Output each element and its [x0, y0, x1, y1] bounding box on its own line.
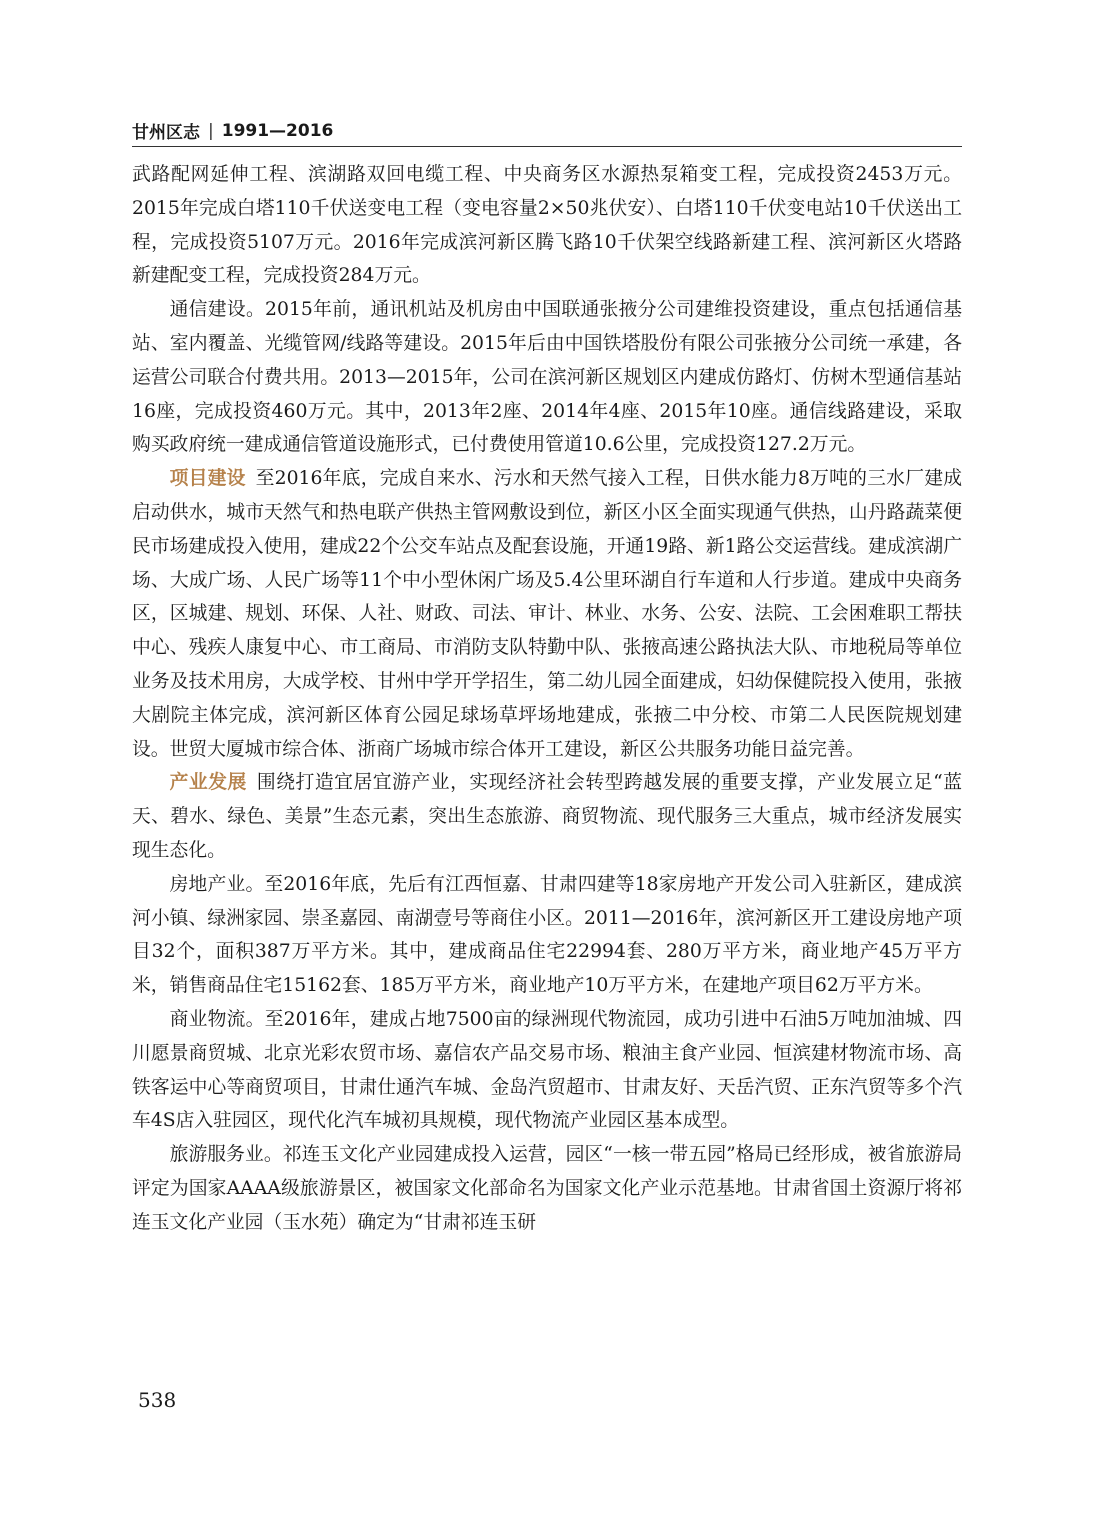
paragraph	[132, 766, 962, 867]
header-separator: |	[208, 120, 214, 141]
header-years: 1991—2016	[221, 120, 334, 141]
paragraph	[132, 462, 962, 766]
paragraph	[132, 293, 962, 462]
paragraph	[132, 1003, 962, 1138]
paragraph	[132, 1138, 962, 1239]
book-title: 甘州区志	[132, 123, 200, 143]
header-rule	[132, 146, 962, 147]
running-header	[132, 118, 962, 143]
paragraph	[132, 158, 962, 293]
paragraph-text: 商业物流。至2016年，建成占地7500亩的绿洲现代物流园，成功引进中石油5万吨加油城、四川愿景商贸城、北京光彩农贸市场、嘉信农产品交易市场、粮油主食产业园、恒滨建材物流市场、高铁客运中心等商贸项目，甘肃仕通汽车城、金岛汽贸超市、甘肃友好、天岳汽贸、正东汽贸等多个汽车4S店入驻园区，现代化汽车城初具规模，现代物流产业园区基本成型。	[132, 1008, 962, 1132]
paragraph	[132, 868, 962, 1003]
paragraph-text: 通信建设。2015年前，通讯机站及机房由中国联通张掖分公司建维投资建设，重点包括通信基站、室内覆盖、光缆管网/线路等建设。2015年后由中国铁塔股份有限公司张掖分公司统一承建，各运营公司联合付费共用。2013—2015年，公司在滨河新区规划区内建成仿路灯、仿树木型通信基站16座，完成投资460万元。其中，2013年2座、2014年4座、2015年10座。通信线路建设，采取购买政府统一建成通信管道设施形式，已付费使用管道10.6公里，完成投资127.2万元。	[132, 299, 962, 456]
paragraph-text: 围绕打造宜居宜游产业，实现经济社会转型跨越发展的重要支撑，产业发展立足“蓝天、碧水、绿色、美景”生态元素，突出生态旅游、商贸物流、现代服务三大重点，城市经济发展实现生态化。	[132, 772, 962, 861]
paragraph-text: 武路配网延伸工程、滨湖路双回电缆工程、中央商务区水源热泵箱变工程，完成投资2453万元。2015年完成白塔110千伏送变电工程（变电容量2×50兆伏安）、白塔110千伏变电站10千伏送出工程，完成投资5107万元。2016年完成滨河新区腾飞路10千伏架空线路新建工程、滨河新区火塔路新建配变工程，完成投资284万元。	[132, 164, 962, 287]
page-number: 538	[138, 1388, 177, 1412]
page-body	[132, 158, 962, 1240]
section-lead: 项目建设	[169, 468, 246, 490]
paragraph-text: 至2016年底，完成自来水、污水和天然气接入工程，日供水能力8万吨的三水厂建成启动供水，城市天然气和热电联产供热主管网敷设到位，新区小区全面实现通气供热，山丹路蔬菜便民市场建成投入使用，建成22个公交车站点及配套设施，开通19路、新1路公交运营线。建成滨湖广场、大成广场、人民广场等11个中小型休闲广场及5.4公里环湖自行车道和人行步道。建成中央商务区，区城建、规划、环保、人社、财政、司法、审计、林业、水务、公安、法院、工会困难职工帮扶中心、残疾人康复中心、市工商局、市消防支队特勤中队、张掖高速公路执法大队、市地税局等单位业务及技术用房，大成学校、甘州中学开学招生，第二幼儿园全面建成，妇幼保健院投入使用，张掖大剧院主体完成，滨河新区体育公园足球场草坪场地建成，张掖二中分校、市第二人民医院规划建设。世贸大厦城市综合体、浙商广场城市综合体开工建设，新区公共服务功能日益完善。	[132, 468, 962, 760]
section-lead: 产业发展	[169, 772, 247, 794]
paragraph-text: 房地产业。至2016年底，先后有江西恒嘉、甘肃四建等18家房地产开发公司入驻新区，建成滨河小镇、绿洲家园、崇圣嘉园、南湖壹号等商住小区。2011—2016年，滨河新区开工建设房地产项目32个，面积387万平方米。其中，建成商品住宅22994套、280万平方米，商业地产45万平方米，销售商品住宅15162套、185万平方米，商业地产10万平方米，在建地产项目62万平方米。	[132, 873, 962, 997]
paragraph-text: 旅游服务业。祁连玉文化产业园建成投入运营，园区“一核一带五园”格局已经形成，被省旅游局评定为国家AAAA级旅游景区，被国家文化部命名为国家文化产业示范基地。甘肃省国土资源厅将祁连玉文化产业园（玉水苑）确定为“甘肃祁连玉研	[132, 1144, 962, 1233]
